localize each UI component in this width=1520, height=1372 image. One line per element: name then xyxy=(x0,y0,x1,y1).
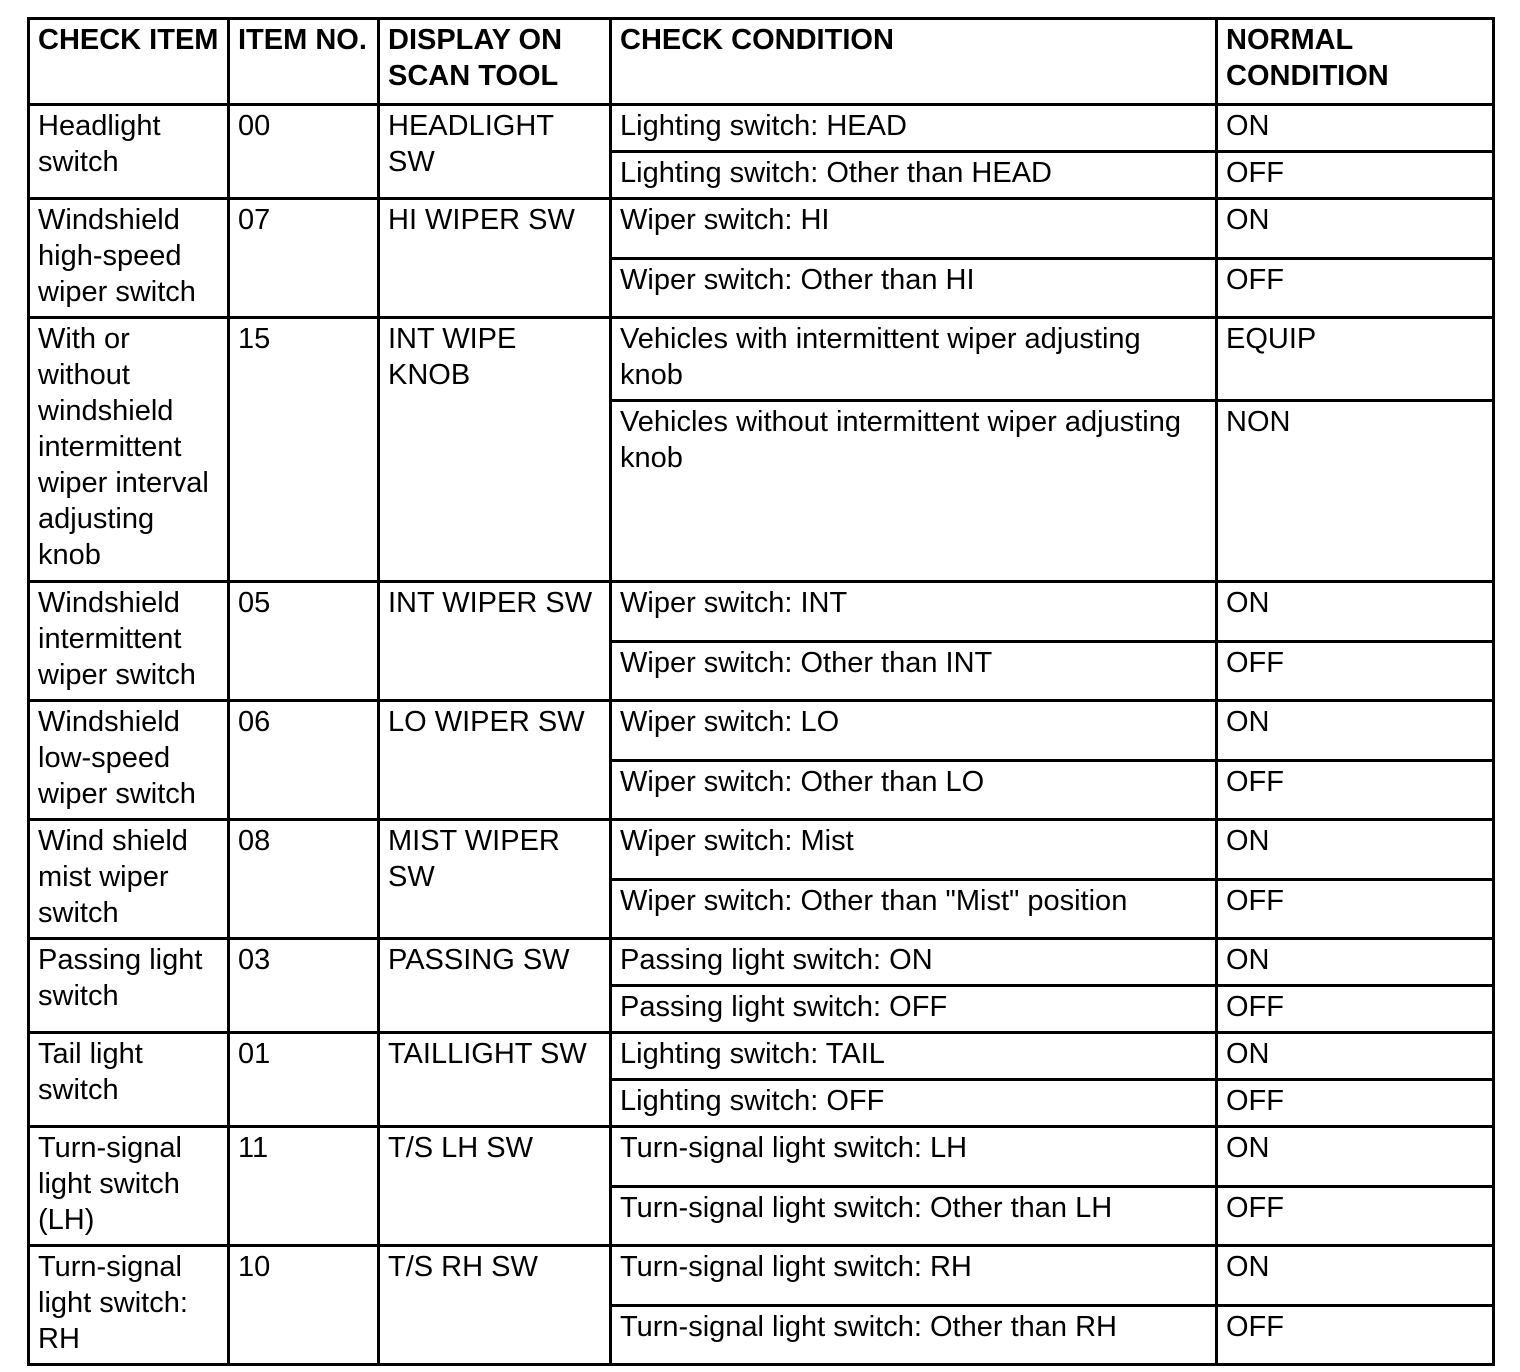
normal-condition-cell: OFF xyxy=(1217,152,1494,199)
check-condition-cell: Lighting switch: TAIL xyxy=(611,1033,1217,1080)
check-condition-cell: Passing light switch: OFF xyxy=(611,986,1217,1033)
header-normal-condition: NORMAL CONDITION xyxy=(1217,19,1494,105)
normal-condition-cell: ON xyxy=(1217,820,1494,880)
display-cell: INT WIPER SW xyxy=(379,582,611,701)
table-row xyxy=(29,105,1494,152)
header-check-condition: CHECK CONDITION xyxy=(611,19,1217,105)
check-item-cell: Windshield low-speed wiper switch xyxy=(29,701,229,820)
item-no-cell: 10 xyxy=(229,1246,379,1365)
normal-condition-cell: OFF xyxy=(1217,760,1494,820)
item-no-cell: 00 xyxy=(229,105,379,199)
table-header-row xyxy=(29,19,1494,105)
check-condition-cell: Wiper switch: Other than LO xyxy=(611,760,1217,820)
table-row xyxy=(29,199,1494,259)
check-item-cell: With or without windshield intermittent wiper interval adjusting knob xyxy=(29,318,229,582)
normal-condition-cell: ON xyxy=(1217,701,1494,761)
check-item-cell: Windshield intermittent wiper switch xyxy=(29,582,229,701)
check-condition-cell: Wiper switch: INT xyxy=(611,582,1217,642)
normal-condition-cell: OFF xyxy=(1217,879,1494,939)
check-condition-cell: Turn-signal light switch: LH xyxy=(611,1127,1217,1187)
check-condition-cell: Lighting switch: OFF xyxy=(611,1080,1217,1127)
check-condition-cell: Passing light switch: ON xyxy=(611,939,1217,986)
normal-condition-cell: ON xyxy=(1217,1246,1494,1306)
normal-condition-cell: OFF xyxy=(1217,1305,1494,1365)
check-item-cell: Headlight switch xyxy=(29,105,229,199)
normal-condition-cell: ON xyxy=(1217,199,1494,259)
item-no-cell: 01 xyxy=(229,1033,379,1127)
header-display-on-scan-tool: DISPLAY ON SCAN TOOL xyxy=(379,19,611,105)
check-condition-cell: Turn-signal light switch: Other than LH xyxy=(611,1186,1217,1246)
normal-condition-cell: NON xyxy=(1217,401,1494,582)
table-row xyxy=(29,939,1494,986)
check-condition-cell: Turn-signal light switch: RH xyxy=(611,1246,1217,1306)
table-row xyxy=(29,1033,1494,1080)
table-row xyxy=(29,1246,1494,1306)
check-condition-cell: Wiper switch: LO xyxy=(611,701,1217,761)
normal-condition-cell: ON xyxy=(1217,939,1494,986)
check-condition-cell: Wiper switch: Other than INT xyxy=(611,641,1217,701)
normal-condition-cell: ON xyxy=(1217,105,1494,152)
item-no-cell: 11 xyxy=(229,1127,379,1246)
check-condition-cell: Lighting switch: HEAD xyxy=(611,105,1217,152)
normal-condition-cell: ON xyxy=(1217,582,1494,642)
display-cell: MIST WIPER SW xyxy=(379,820,611,939)
check-condition-cell: Vehicles with intermittent wiper adjusting knob xyxy=(611,318,1217,401)
table-body xyxy=(29,105,1494,1365)
normal-condition-cell: ON xyxy=(1217,1127,1494,1187)
display-cell: PASSING SW xyxy=(379,939,611,1033)
item-no-cell: 08 xyxy=(229,820,379,939)
normal-condition-cell: OFF xyxy=(1217,986,1494,1033)
table-row xyxy=(29,582,1494,642)
normal-condition-cell: OFF xyxy=(1217,1186,1494,1246)
check-condition-cell: Wiper switch: Other than HI xyxy=(611,258,1217,318)
header-check-item: CHECK ITEM xyxy=(29,19,229,105)
check-condition-cell: Lighting switch: Other than HEAD xyxy=(611,152,1217,199)
check-item-cell: Turn-signal light switch (LH) xyxy=(29,1127,229,1246)
data-list-table xyxy=(27,17,1495,1366)
table-row xyxy=(29,701,1494,761)
item-no-cell: 06 xyxy=(229,701,379,820)
header-item-no: ITEM NO. xyxy=(229,19,379,105)
normal-condition-cell: OFF xyxy=(1217,641,1494,701)
normal-condition-cell: OFF xyxy=(1217,1080,1494,1127)
display-cell: TAILLIGHT SW xyxy=(379,1033,611,1127)
check-condition-cell: Wiper switch: HI xyxy=(611,199,1217,259)
item-no-cell: 03 xyxy=(229,939,379,1033)
check-item-cell: Tail light switch xyxy=(29,1033,229,1127)
check-condition-cell: Vehicles without intermittent wiper adjusting knob xyxy=(611,401,1217,582)
check-item-cell: Windshield high-speed wiper switch xyxy=(29,199,229,318)
check-condition-cell: Wiper switch: Other than "Mist" position xyxy=(611,879,1217,939)
normal-condition-cell: ON xyxy=(1217,1033,1494,1080)
table-row xyxy=(29,820,1494,880)
normal-condition-cell: OFF xyxy=(1217,258,1494,318)
item-no-cell: 07 xyxy=(229,199,379,318)
check-item-cell: Turn-signal light switch: RH xyxy=(29,1246,229,1365)
data-list-document xyxy=(27,17,1495,1366)
display-cell: INT WIPE KNOB xyxy=(379,318,611,582)
display-cell: LO WIPER SW xyxy=(379,701,611,820)
display-cell: T/S LH SW xyxy=(379,1127,611,1246)
item-no-cell: 15 xyxy=(229,318,379,582)
check-condition-cell: Wiper switch: Mist xyxy=(611,820,1217,880)
check-condition-cell: Turn-signal light switch: Other than RH xyxy=(611,1305,1217,1365)
normal-condition-cell: EQUIP xyxy=(1217,318,1494,401)
display-cell: HEADLIGHT SW xyxy=(379,105,611,199)
check-item-cell: Passing light switch xyxy=(29,939,229,1033)
table-row xyxy=(29,1127,1494,1187)
table-row xyxy=(29,318,1494,401)
display-cell: T/S RH SW xyxy=(379,1246,611,1365)
item-no-cell: 05 xyxy=(229,582,379,701)
display-cell: HI WIPER SW xyxy=(379,199,611,318)
check-item-cell: Wind shield mist wiper switch xyxy=(29,820,229,939)
